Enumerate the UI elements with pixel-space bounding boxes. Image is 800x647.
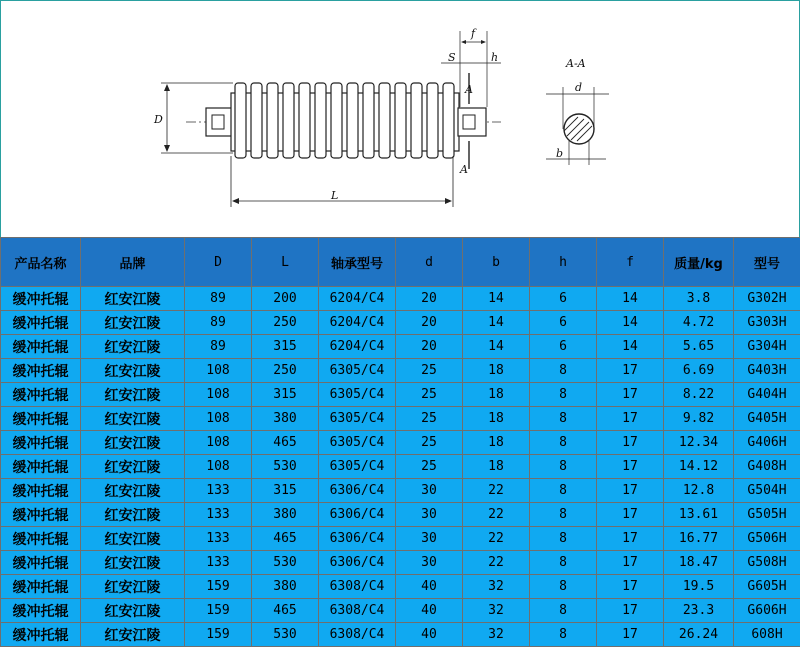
cell-h: 6	[530, 287, 597, 311]
header-b: b	[463, 238, 530, 287]
cell-shaft-d: 40	[396, 575, 463, 599]
header-l: L	[252, 238, 319, 287]
cell-model: G304H	[734, 335, 800, 359]
cell-brand: 红安江陵	[81, 551, 185, 575]
cell-mass: 19.5	[664, 575, 734, 599]
rubber-ring	[411, 83, 422, 158]
cell-bearing-model: 6204/C4	[319, 335, 396, 359]
cell-f: 17	[597, 407, 664, 431]
cell-b: 14	[463, 335, 530, 359]
header-bearing-model: 轴承型号	[319, 238, 396, 287]
cell-product-name: 缓冲托辊	[1, 623, 81, 647]
roller-tube	[231, 93, 459, 151]
label-f: f	[470, 27, 477, 40]
cell-model: 608H	[734, 623, 800, 647]
cell-l: 250	[252, 311, 319, 335]
cell-brand: 红安江陵	[81, 503, 185, 527]
cell-shaft-d: 30	[396, 479, 463, 503]
cell-mass: 26.24	[664, 623, 734, 647]
table-row	[1, 623, 800, 647]
cell-b: 32	[463, 599, 530, 623]
cell-mass: 12.34	[664, 431, 734, 455]
rubber-ring	[363, 83, 374, 158]
table-row	[1, 359, 800, 383]
cell-shaft-d: 30	[396, 551, 463, 575]
label-a-bottom: A	[459, 163, 468, 176]
cell-product-name: 缓冲托辊	[1, 359, 81, 383]
header-d: D	[185, 238, 252, 287]
cell-mass: 5.65	[664, 335, 734, 359]
label-b: b	[556, 147, 563, 160]
cell-shaft-d: 20	[396, 287, 463, 311]
cell-h: 8	[530, 503, 597, 527]
cell-brand: 红安江陵	[81, 431, 185, 455]
cell-bearing-model: 6306/C4	[319, 503, 396, 527]
cell-d: 89	[185, 335, 252, 359]
cell-product-name: 缓冲托辊	[1, 551, 81, 575]
label-d-diameter: D	[153, 113, 163, 126]
header-model: 型号	[734, 238, 800, 287]
cell-l: 315	[252, 479, 319, 503]
cell-l: 315	[252, 383, 319, 407]
cell-product-name: 缓冲托辊	[1, 599, 81, 623]
cell-h: 8	[530, 359, 597, 383]
rubber-ring	[267, 83, 278, 158]
cell-bearing-model: 6305/C4	[319, 407, 396, 431]
cell-b: 14	[463, 311, 530, 335]
cell-d: 159	[185, 599, 252, 623]
cell-bearing-model: 6306/C4	[319, 551, 396, 575]
cell-f: 17	[597, 503, 664, 527]
cell-model: G605H	[734, 575, 800, 599]
cell-brand: 红安江陵	[81, 455, 185, 479]
cell-b: 22	[463, 479, 530, 503]
rubber-rings-group	[231, 83, 459, 158]
roller-technical-drawing	[0, 0, 800, 238]
header-mass: 质量/kg	[664, 238, 734, 287]
cell-mass: 3.8	[664, 287, 734, 311]
cell-h: 8	[530, 599, 597, 623]
cell-mass: 18.47	[664, 551, 734, 575]
table-row	[1, 527, 800, 551]
cell-h: 8	[530, 431, 597, 455]
cell-model: G403H	[734, 359, 800, 383]
cell-b: 18	[463, 431, 530, 455]
cell-model: G506H	[734, 527, 800, 551]
cell-model: G606H	[734, 599, 800, 623]
label-l-length: L	[330, 189, 338, 202]
cell-h: 8	[530, 455, 597, 479]
cell-product-name: 缓冲托辊	[1, 335, 81, 359]
cell-bearing-model: 6308/C4	[319, 599, 396, 623]
cell-mass: 16.77	[664, 527, 734, 551]
table-row	[1, 287, 800, 311]
cell-b: 32	[463, 623, 530, 647]
cell-d: 108	[185, 407, 252, 431]
cell-product-name: 缓冲托辊	[1, 287, 81, 311]
cell-product-name: 缓冲托辊	[1, 311, 81, 335]
cell-model: G408H	[734, 455, 800, 479]
rubber-ring	[235, 83, 246, 158]
cell-f: 17	[597, 551, 664, 575]
table-row	[1, 407, 800, 431]
cell-bearing-model: 6306/C4	[319, 479, 396, 503]
cell-model: G406H	[734, 431, 800, 455]
cell-bearing-model: 6308/C4	[319, 623, 396, 647]
cell-f: 17	[597, 623, 664, 647]
cell-brand: 红安江陵	[81, 287, 185, 311]
cell-mass: 12.8	[664, 479, 734, 503]
cell-bearing-model: 6305/C4	[319, 431, 396, 455]
cell-brand: 红安江陵	[81, 575, 185, 599]
label-a-top: A	[464, 83, 473, 96]
cell-d: 89	[185, 287, 252, 311]
rubber-ring	[379, 83, 390, 158]
cell-l: 465	[252, 599, 319, 623]
cell-b: 32	[463, 575, 530, 599]
rubber-ring	[443, 83, 454, 158]
header-f: f	[597, 238, 664, 287]
cell-product-name: 缓冲托辊	[1, 503, 81, 527]
cell-h: 8	[530, 551, 597, 575]
cell-brand: 红安江陵	[81, 527, 185, 551]
cell-d: 108	[185, 431, 252, 455]
cell-product-name: 缓冲托辊	[1, 407, 81, 431]
table-row	[1, 335, 800, 359]
table-row	[1, 479, 800, 503]
cell-shaft-d: 25	[396, 407, 463, 431]
cell-f: 17	[597, 431, 664, 455]
cell-f: 17	[597, 455, 664, 479]
cell-l: 530	[252, 623, 319, 647]
cell-l: 315	[252, 335, 319, 359]
cell-model: G404H	[734, 383, 800, 407]
cell-shaft-d: 25	[396, 431, 463, 455]
cell-f: 17	[597, 479, 664, 503]
cell-d: 159	[185, 575, 252, 599]
cell-b: 22	[463, 527, 530, 551]
rubber-ring	[251, 83, 262, 158]
cell-mass: 8.22	[664, 383, 734, 407]
cell-h: 8	[530, 527, 597, 551]
cell-b: 22	[463, 551, 530, 575]
table-row	[1, 431, 800, 455]
cell-brand: 红安江陵	[81, 599, 185, 623]
cell-bearing-model: 6204/C4	[319, 287, 396, 311]
table-row	[1, 599, 800, 623]
cell-mass: 4.72	[664, 311, 734, 335]
cell-f: 14	[597, 311, 664, 335]
rubber-ring	[395, 83, 406, 158]
cell-f: 14	[597, 287, 664, 311]
rubber-ring	[427, 83, 438, 158]
cell-b: 22	[463, 503, 530, 527]
header-h: h	[530, 238, 597, 287]
cell-d: 133	[185, 503, 252, 527]
cell-brand: 红安江陵	[81, 311, 185, 335]
cell-product-name: 缓冲托辊	[1, 479, 81, 503]
cell-l: 530	[252, 551, 319, 575]
roller-drawing-svg	[1, 1, 799, 238]
label-s: S	[448, 51, 456, 64]
header-shaft-d: d	[396, 238, 463, 287]
cell-bearing-model: 6308/C4	[319, 575, 396, 599]
cell-shaft-d: 20	[396, 335, 463, 359]
cell-f: 14	[597, 335, 664, 359]
cell-shaft-d: 25	[396, 359, 463, 383]
label-section-a-a: A-A	[565, 57, 586, 70]
cell-b: 18	[463, 383, 530, 407]
cell-product-name: 缓冲托辊	[1, 527, 81, 551]
table-header-row	[1, 238, 800, 287]
cell-h: 8	[530, 383, 597, 407]
cell-d: 108	[185, 359, 252, 383]
table-row	[1, 575, 800, 599]
cell-brand: 红安江陵	[81, 407, 185, 431]
rubber-ring	[331, 83, 342, 158]
cell-model: G303H	[734, 311, 800, 335]
cell-h: 8	[530, 479, 597, 503]
table-row	[1, 383, 800, 407]
cell-l: 380	[252, 575, 319, 599]
cell-d: 133	[185, 551, 252, 575]
cell-product-name: 缓冲托辊	[1, 431, 81, 455]
cell-l: 465	[252, 431, 319, 455]
cell-product-name: 缓冲托辊	[1, 383, 81, 407]
cell-d: 108	[185, 455, 252, 479]
cell-l: 200	[252, 287, 319, 311]
table-body	[1, 287, 800, 647]
cell-brand: 红安江陵	[81, 479, 185, 503]
cell-mass: 23.3	[664, 599, 734, 623]
rubber-ring	[315, 83, 326, 158]
cell-l: 380	[252, 407, 319, 431]
cell-f: 17	[597, 383, 664, 407]
cell-h: 6	[530, 335, 597, 359]
cell-shaft-d: 30	[396, 503, 463, 527]
table-row	[1, 551, 800, 575]
cell-model: G504H	[734, 479, 800, 503]
cell-f: 17	[597, 359, 664, 383]
table-row	[1, 455, 800, 479]
cell-product-name: 缓冲托辊	[1, 575, 81, 599]
cell-brand: 红安江陵	[81, 383, 185, 407]
cell-bearing-model: 6306/C4	[319, 527, 396, 551]
cell-l: 465	[252, 527, 319, 551]
cell-f: 17	[597, 575, 664, 599]
cell-b: 18	[463, 455, 530, 479]
header-brand: 品牌	[81, 238, 185, 287]
cell-h: 8	[530, 407, 597, 431]
cell-mass: 6.69	[664, 359, 734, 383]
cell-product-name: 缓冲托辊	[1, 455, 81, 479]
cell-mass: 9.82	[664, 407, 734, 431]
cell-d: 159	[185, 623, 252, 647]
cell-model: G405H	[734, 407, 800, 431]
cell-l: 530	[252, 455, 319, 479]
cell-bearing-model: 6305/C4	[319, 383, 396, 407]
cell-d: 108	[185, 383, 252, 407]
cell-shaft-d: 25	[396, 383, 463, 407]
cell-model: G505H	[734, 503, 800, 527]
cell-brand: 红安江陵	[81, 623, 185, 647]
cell-brand: 红安江陵	[81, 359, 185, 383]
table-row	[1, 503, 800, 527]
cell-h: 8	[530, 623, 597, 647]
cell-bearing-model: 6204/C4	[319, 311, 396, 335]
rubber-ring	[283, 83, 294, 158]
label-h: h	[491, 51, 498, 64]
cell-mass: 13.61	[664, 503, 734, 527]
header-product-name: 产品名称	[1, 238, 81, 287]
cell-bearing-model: 6305/C4	[319, 455, 396, 479]
cell-b: 18	[463, 407, 530, 431]
cell-l: 250	[252, 359, 319, 383]
cell-shaft-d: 40	[396, 623, 463, 647]
cell-h: 6	[530, 311, 597, 335]
table-row	[1, 311, 800, 335]
cell-shaft-d: 20	[396, 311, 463, 335]
cell-bearing-model: 6305/C4	[319, 359, 396, 383]
label-d-shaft: d	[575, 81, 582, 94]
cell-h: 8	[530, 575, 597, 599]
cell-shaft-d: 40	[396, 599, 463, 623]
cell-brand: 红安江陵	[81, 335, 185, 359]
cell-d: 133	[185, 479, 252, 503]
cell-l: 380	[252, 503, 319, 527]
cell-mass: 14.12	[664, 455, 734, 479]
cell-shaft-d: 25	[396, 455, 463, 479]
cell-f: 17	[597, 527, 664, 551]
roller-spec-table	[0, 237, 800, 647]
cell-f: 17	[597, 599, 664, 623]
cell-model: G508H	[734, 551, 800, 575]
cell-b: 14	[463, 287, 530, 311]
cell-d: 89	[185, 311, 252, 335]
cell-b: 18	[463, 359, 530, 383]
rubber-ring	[347, 83, 358, 158]
cell-shaft-d: 30	[396, 527, 463, 551]
cell-model: G302H	[734, 287, 800, 311]
cell-d: 133	[185, 527, 252, 551]
rubber-ring	[299, 83, 310, 158]
